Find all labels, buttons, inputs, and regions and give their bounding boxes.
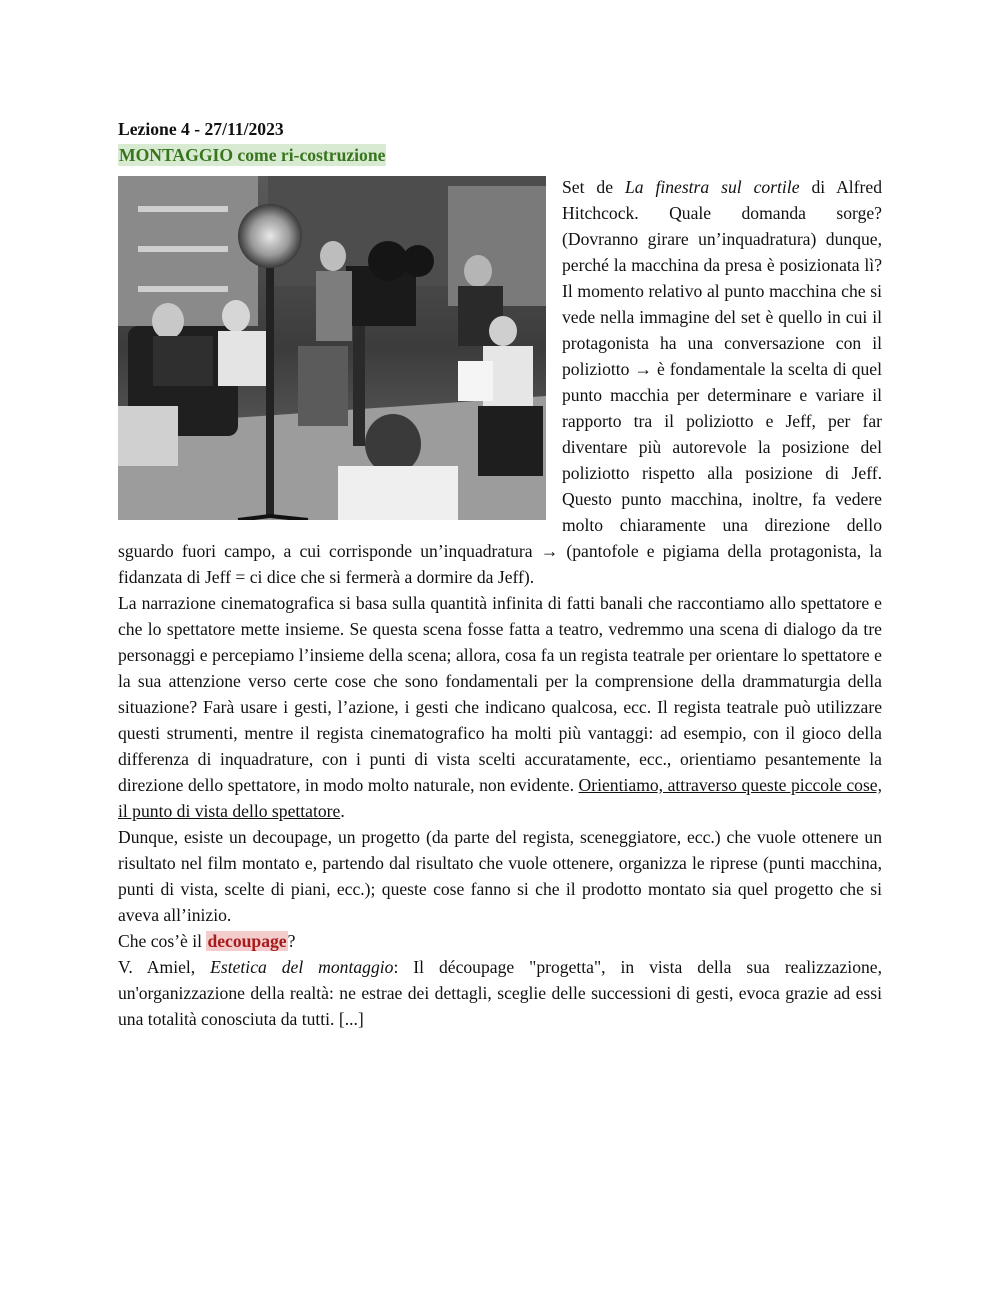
- p2-text-a: La narrazione cinematografica si basa sulla quantità infinita di fatti banali che raccontiamo allo spettatore e che lo spettatore mette insieme. Se questa scena fosse fatta a teatro, vedremmo una scena di dialogo da tre personaggi e percepiamo l’insieme della scena; allora, cosa fa un regista teatrale per orientare lo spettatore e la sua attenzione verso certe cose che sono fondamentali per la comprensione della drammaturgia della situazione? Farà usare i gesti, l’azione, i gesti che indicano qualcosa, ecc. Il regista teatrale può utilizzare questi strumenti, mentre il regista cinematografico ha molti più vantaggi: ad esempio, con il gioco della differenza di inquadrature, con i punti di vista scelti accuratamente, ecc., orientiamo pesantemente la direzione dello spettatore, in modo molto naturale, non evidente.: [118, 593, 882, 795]
- p5-text-a: V. Amiel,: [118, 957, 211, 977]
- p5-text-b: : Il découpage "progetta", in vista della sua realizzazione, un'organizzazione della realtà: ne estrae dei dettagli, sceglie delle successioni di gesti, evoca grazie ad essi una totalità conosciuta da tutti. [...]: [118, 957, 882, 1029]
- section-title: MONTAGGIO come ri-costruzione: [119, 145, 386, 165]
- decoupage-term: decoupage: [207, 931, 287, 951]
- film-title: La finestra sul cortile: [624, 177, 800, 197]
- p1-text-b: di Alfred Hitchcock. Quale domanda sorge? (Dovranno girare un’inquadratura) dunque, perché la macchina da presa è posizionata lì? Il momento relativo al punto macchina che si vede nella immagine del set è quello in cui il protagonista ha una conversazione con il poliziotto → è fondamentale la scelta di quel punto macchia per determinare e variare il rapporto tra il poliziotto e Jeff, per far diventare più autorevole la posizione del poliziotto rispetto alla posizione di Jeff. Questo punto macchina, inoltre, fa vedere molto chiaramente una direzione dello sguardo fuori campo, a cui corrisponde un’inquadratura → (pantofole e pigiama della protagonista, la fidanzata di Jeff = ci dice che si fermerà a dormire da Jeff).: [118, 177, 882, 587]
- p4-text-b: ?: [287, 931, 296, 951]
- book-title: Estetica del montaggio: [210, 957, 394, 977]
- paragraph-decoupage-project: [118, 824, 882, 928]
- paragraph-amiel-quote: [118, 954, 882, 1032]
- p1-text-a: Set de: [562, 177, 625, 197]
- paragraph-narration: [118, 590, 882, 824]
- lesson-title: Lezione 4 - 27/11/2023: [118, 119, 284, 139]
- p4-text-a: Che cos’è il: [118, 931, 207, 951]
- set-photo: [118, 176, 546, 520]
- p3-text: Dunque, esiste un decoupage, un progetto (da parte del regista, sceneggiatore, ecc.) che vuole ottenere un risultato nel film montato e, partendo dal risultato che vuole ottenere, organizza le riprese (punti macchina, punti di vista, scelte di piani, ecc.); queste cose fanno si che il prodotto montato sia quel progetto che si aveva all’inizio.: [118, 827, 882, 925]
- p2-text-end: .: [340, 801, 345, 821]
- document-page: [118, 116, 882, 1032]
- p2-underlined-text: Orientiamo, attraverso queste piccole cose, il punto di vista dello spettatore: [118, 775, 882, 821]
- section-title-wrapper: [118, 142, 882, 168]
- paragraph-question: [118, 928, 882, 954]
- set-photo-image: [118, 176, 546, 520]
